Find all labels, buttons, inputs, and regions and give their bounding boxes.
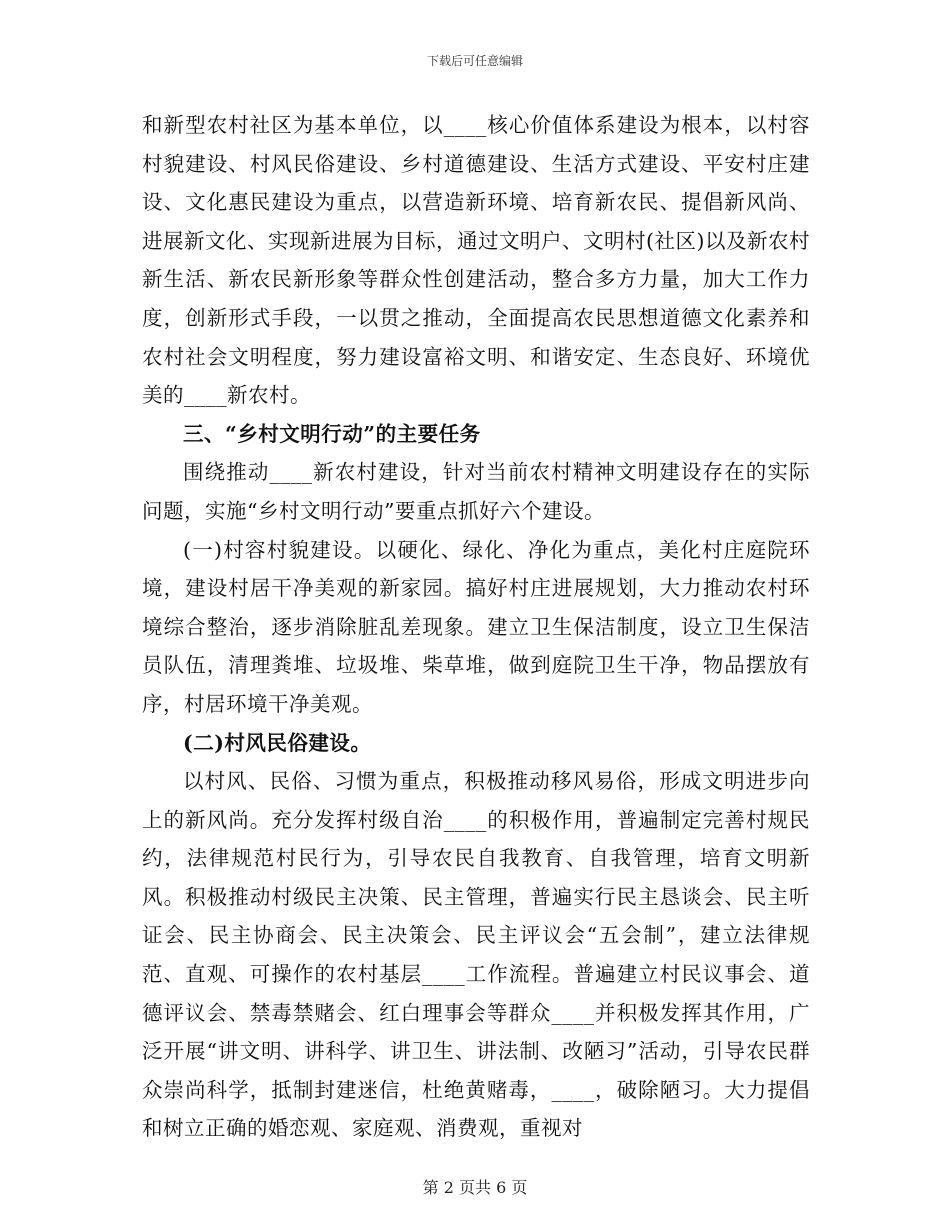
paragraph-customs-construction: 以村风、民俗、习惯为重点，积极推动移风易俗，形成文明进步向上的新风尚。充分发挥村级自治____的积极作用，普遍制定完善村规民约，法律规范村民行为，引导农民自我教育、自我管理，培育文明新风。积极推动村级民主决策、民主管理，普遍实行民主恳谈会、民主听证会、民主协商会、民主决策会、民主评议会“五会制”，建立法律规范、直观、可操作的农村基层____工作流程。普遍建立村民议事会、道德评议会、禁毒禁赌会、红白理事会等群众____并积极发挥其作用，广泛开展“讲文明、讲科学、讲卫生、讲法制、改陋习”活动，引导农民群众崇尚科学，抵制封建迷信，杜绝黄赌毒，____，破除陋习。大力提倡和树立正确的婚恋观、家庭观、消费观，重视对: [142, 769, 810, 1141]
document-body: [142, 106, 810, 1148]
paragraph-village-appearance: (一)村容村貌建设。以硬化、绿化、净化为重点，美化村庄庭院环境，建设村居干净美观的新家园。搞好村庄进展规划，大力推动农村环境综合整治，逐步消除脏乱差现象。建立卫生保洁制度，设立卫生保洁员队伍，清理粪堆、垃圾堆、柴草堆，做到庭院卫生干净，物品摆放有序，村居环境干净美观。: [142, 537, 810, 716]
subheading-customs-construction: (二)村风民俗建设。: [183, 730, 372, 755]
paragraph-tasks-overview: 围绕推动____新农村建设，针对当前农村精神文明建设存在的实际问题，实施“乡村文明行动”要重点抓好六个建设。: [142, 460, 810, 523]
page-number-footer: 第 2 页共 6 页: [422, 1178, 528, 1197]
paragraph-intro-continued: 和新型农村社区为基本单位，以____核心价值体系建设为根本，以村容村貌建设、村风民俗建设、乡村道德建设、生活方式建设、平安村庄建设、文化惠民建设为重点，以营造新环境、培育新农民、提倡新风尚、进展新文化、实现新进展为目标，通过文明户、文明村(社区)以及新农村新生活、新农民新形象等群众性创建活动，整合多方力量，加大工作力度，创新形式手段，一以贯之推动，全面提高农民思想道德文化素养和农村社会文明程度，努力建设富裕文明、和谐安定、生态良好、环境优美的____新农村。: [142, 113, 810, 408]
page-header: 下载后可任意编辑: [426, 54, 523, 68]
section-heading-main-tasks: 三、“乡村文明行动”的主要任务: [183, 421, 481, 446]
